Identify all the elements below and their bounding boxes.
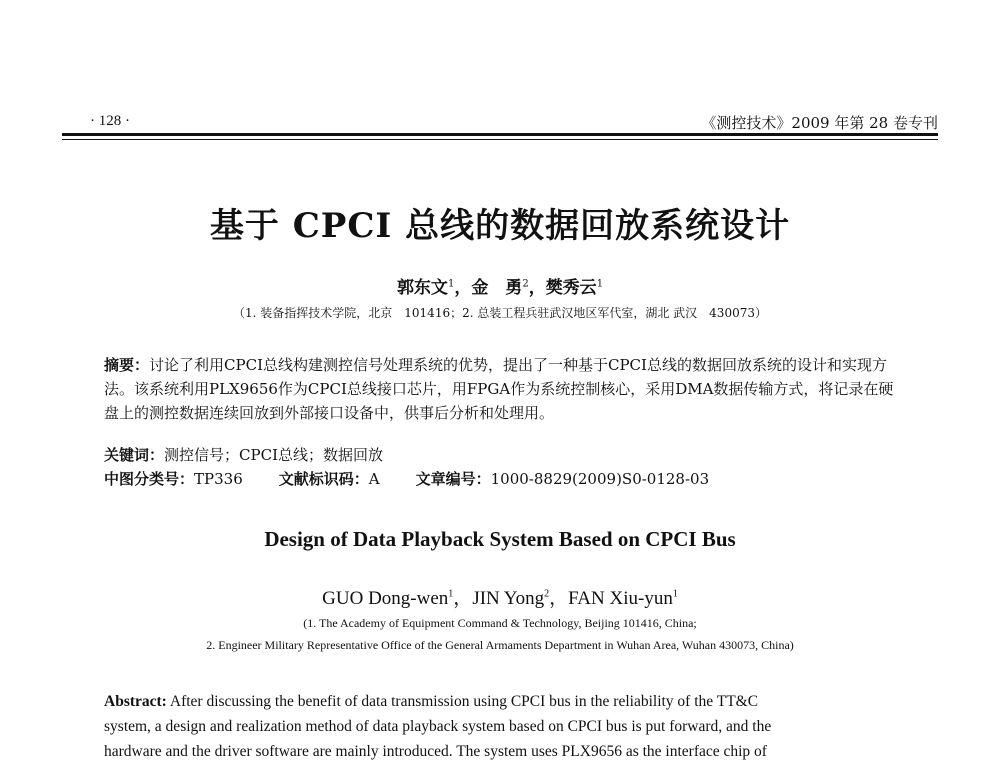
author-cn-2-affil: 2 bbox=[522, 278, 529, 290]
classification-line bbox=[104, 467, 924, 491]
author-cn-1-affil: 1 bbox=[447, 278, 455, 290]
abstract-en-line-3: hardware and the driver software are mainly introduced. The system uses PLX9656 as the interface chip of bbox=[104, 743, 767, 760]
authors-en bbox=[0, 583, 1000, 610]
keywords-cn-label: 关键词： bbox=[104, 446, 165, 464]
clc-label: 中图分类号： bbox=[104, 470, 195, 488]
author-separator: ， bbox=[549, 588, 569, 609]
author-separator: ， bbox=[528, 278, 546, 298]
abstract-en-line-2: system, a design and realization method of data playback system based on CPCI bus is put forward, and the bbox=[104, 718, 772, 735]
clc-value: TP336 bbox=[194, 470, 243, 488]
abstract-en-label: Abstract: bbox=[104, 693, 167, 710]
keywords-cn-text: 测控信号；CPCI总线；数据回放 bbox=[164, 446, 383, 464]
header-rule-thick bbox=[62, 133, 938, 136]
author-cn-2: 金 勇 bbox=[471, 278, 523, 298]
paper-title-en: Design of Data Playback System Based on CPCI Bus bbox=[264, 527, 736, 551]
abstract-en bbox=[104, 689, 904, 764]
affiliation-cn: （1. 装备指挥技术学院，北京 101416；2. 总装工程兵驻武汉地区军代室，湖北 武汉 430073） bbox=[233, 306, 767, 320]
author-en-3-affil: 1 bbox=[672, 588, 678, 600]
paper-title-cn: 基于 CPCI 总线的数据回放系统设计 bbox=[209, 206, 791, 246]
affiliation-en-line-2: 2. Engineer Military Representative Office of the General Armaments Department in Wuhan Area, Wuhan 430073, China) bbox=[206, 638, 794, 652]
affiliation-en bbox=[0, 612, 1000, 656]
article-number-value: 1000-8829(2009)S0-0128-03 bbox=[490, 470, 710, 488]
abstract-cn-text: 讨论了利用CPCI总线构建测控信号处理系统的优势，提出了一种基于CPCI总线的数据回放系统的设计和实现方法。该系统利用PLX9656作为CPCI总线接口芯片，用FPGA作为系统控制核心，采用DMA数据传输方式，将记录在硬盘上的测控数据连续回放到外部接口设备中，供事后分析和处理用。 bbox=[104, 356, 894, 422]
doc-code-label: 文献标识码： bbox=[278, 470, 369, 488]
author-cn-3: 樊秀云 bbox=[545, 278, 597, 298]
author-en-1: GUO Dong-wen bbox=[322, 588, 449, 609]
authors-cn bbox=[0, 273, 1000, 298]
author-separator: ， bbox=[454, 278, 472, 298]
author-cn-3-affil: 1 bbox=[596, 278, 604, 290]
abstract-cn bbox=[104, 353, 904, 425]
journal-header: 《测控技术》2009 年第 28 卷专刊 bbox=[701, 114, 938, 132]
doc-code-value: A bbox=[368, 470, 380, 488]
affiliation-en-line-1: (1. The Academy of Equipment Command & Technology, Beijing 101416, China; bbox=[303, 616, 697, 630]
author-en-2-affil: 2 bbox=[544, 588, 550, 600]
keywords-cn bbox=[104, 443, 924, 467]
header-rule-thin bbox=[62, 139, 938, 140]
author-separator: ， bbox=[453, 588, 473, 609]
article-number-label: 文章编号： bbox=[415, 470, 491, 488]
author-en-1-affil: 1 bbox=[448, 588, 454, 600]
author-en-2: JIN Yong bbox=[472, 588, 545, 609]
author-en-3: FAN Xiu-yun bbox=[568, 588, 673, 609]
abstract-cn-label: 摘要： bbox=[104, 356, 150, 374]
abstract-en-line-1: After discussing the benefit of data transmission using CPCI bus in the reliability of the TT&C bbox=[169, 693, 759, 710]
keywords-and-classification bbox=[104, 443, 924, 491]
page-number: · 128 · bbox=[90, 113, 130, 129]
author-cn-1: 郭东文 bbox=[396, 278, 448, 298]
